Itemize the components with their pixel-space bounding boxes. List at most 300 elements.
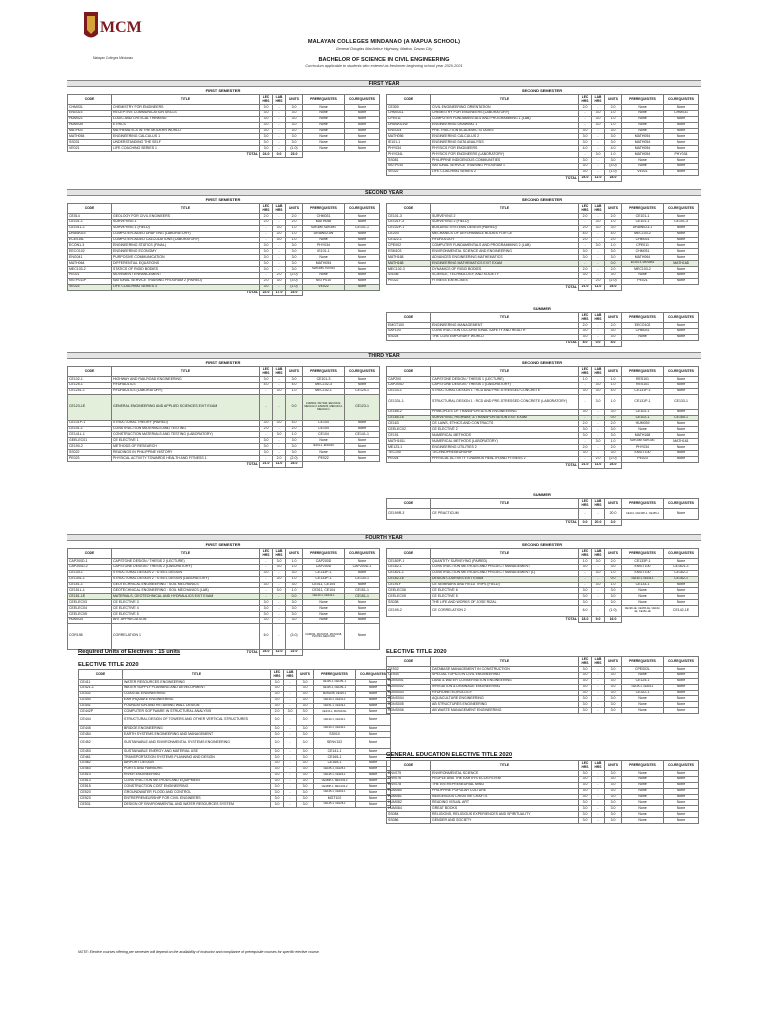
units: 0.0 bbox=[286, 394, 303, 420]
semester-label: SECOND SEMESTER bbox=[521, 542, 563, 547]
lec-hours: 3.0 bbox=[579, 684, 592, 690]
course-code: CE191 bbox=[387, 433, 431, 439]
units: 3.0 bbox=[286, 617, 303, 623]
total-lec: 0.0 bbox=[579, 520, 592, 526]
lab-hours: - bbox=[592, 328, 605, 334]
course-title: QUANTITY SURVEYING (PAIRED) bbox=[431, 559, 579, 565]
course-code: CE510 bbox=[79, 772, 123, 778]
course-code: CE151-1 bbox=[68, 582, 112, 588]
lec-hours: 3.0 bbox=[271, 796, 284, 802]
lec-hours: 6.0 bbox=[579, 606, 592, 617]
corequisites: None bbox=[664, 116, 699, 122]
corequisites: None bbox=[664, 334, 699, 340]
units: 1.0 bbox=[286, 576, 303, 582]
units: 1.0 bbox=[605, 110, 622, 116]
lab-hours: - bbox=[592, 600, 605, 606]
units: 3.0 bbox=[605, 328, 622, 334]
lab-hours: - bbox=[592, 272, 605, 278]
corequisites: None bbox=[356, 732, 391, 738]
corequisites: None bbox=[664, 800, 699, 806]
lec-hours: 2.0 bbox=[579, 323, 592, 329]
total-units: 8.0 bbox=[605, 340, 622, 346]
total-label: TOTAL bbox=[565, 616, 577, 621]
units: 3.0 bbox=[297, 738, 314, 749]
lab-hours: - bbox=[592, 255, 605, 261]
units: 2.0 bbox=[605, 323, 622, 329]
corequisites: None bbox=[664, 421, 699, 427]
prerequisites: None bbox=[303, 122, 345, 128]
total-label: TOTAL bbox=[565, 462, 577, 467]
column-header: LEC HRS bbox=[579, 761, 592, 771]
units: 3.0 bbox=[605, 794, 622, 800]
corequisites: CHM031 bbox=[664, 110, 699, 116]
prerequisites: None bbox=[622, 116, 664, 122]
prerequisites: MATH056, PHY034 bbox=[303, 267, 345, 273]
lec-hours: - bbox=[260, 594, 273, 600]
lec-hours: 2.0 bbox=[579, 225, 592, 231]
corequisites: None bbox=[664, 559, 699, 565]
lec-hours: - bbox=[579, 219, 592, 225]
units: 3.0 bbox=[286, 600, 303, 606]
prerequisites: CE123-1, CE141-1 bbox=[303, 594, 345, 600]
prerequisites: None bbox=[622, 105, 664, 111]
course-title: HYDROLOGY bbox=[431, 237, 579, 243]
column-header: LAB HRS bbox=[592, 761, 605, 771]
prerequisites: CE125-1, CE125L-1 bbox=[314, 685, 356, 691]
prerequisites: CPE011 bbox=[622, 243, 664, 249]
course-code: RDNS006 bbox=[387, 708, 431, 714]
prerequisites: CE199-1E, CE165-1E, CE162-1E, CE151-1E bbox=[622, 606, 664, 617]
prerequisites: VE022 bbox=[303, 284, 345, 290]
course-code: SS036 bbox=[387, 272, 431, 278]
lab-hours: - bbox=[284, 691, 297, 697]
course-title: STRUCTURAL DESIGN 1 : RCD AND PRE-STRESSED CONCRETE (LABORATORY) bbox=[431, 394, 579, 409]
lec-hours: 3.0 bbox=[260, 105, 273, 111]
course-title: LIFE COACHING SERIES 2 bbox=[431, 169, 579, 175]
course-code: CE101L-1 bbox=[68, 225, 112, 231]
course-title: SUSTAINABLE AND ENVIRONMENTAL SYSTEMS ENGINEERING bbox=[123, 738, 271, 749]
course-code: CAP200 bbox=[387, 377, 431, 383]
column-header: LAB HRS bbox=[592, 367, 605, 377]
course-title: SURVEYING 1 bbox=[112, 219, 260, 225]
lab-hours: - bbox=[284, 755, 297, 761]
lab-hours: 3.0 bbox=[273, 237, 286, 243]
column-header: LAB HRS bbox=[273, 549, 286, 559]
corequisites: None bbox=[664, 450, 699, 456]
lab-hours: 3.0 bbox=[592, 122, 605, 128]
lec-hours: 2.0 bbox=[260, 219, 273, 225]
lab-hours: - bbox=[273, 146, 286, 152]
units: 1.0 bbox=[286, 225, 303, 231]
lec-hours: 3.0 bbox=[271, 680, 284, 686]
prerequisites: CPE002L bbox=[622, 667, 664, 673]
column-header: LAB HRS bbox=[273, 204, 286, 214]
lec-hours: 2.0 bbox=[579, 105, 592, 111]
lec-hours: 3.0 bbox=[579, 328, 592, 334]
corequisites: MATH168 bbox=[664, 261, 699, 267]
course-code: MATH161L bbox=[387, 439, 431, 445]
lab-hours: - bbox=[273, 110, 286, 116]
lec-hours: 3.0 bbox=[260, 261, 273, 267]
lab-hours: - bbox=[284, 760, 297, 766]
lec-hours: 3.0 bbox=[260, 420, 273, 426]
units: 20.0 bbox=[605, 509, 622, 520]
prerequisites: CE133P-1 bbox=[622, 559, 664, 565]
lab-hours: - bbox=[284, 685, 297, 691]
column-header: CODE bbox=[68, 95, 112, 105]
course-code: CE531 bbox=[79, 802, 123, 808]
course-row bbox=[79, 715, 391, 726]
units: 1.0 bbox=[605, 439, 622, 445]
lec-hours: 3.0 bbox=[579, 776, 592, 782]
course-title: SURVEYING 2 bbox=[431, 214, 579, 220]
lab-hours: 3.0 bbox=[592, 225, 605, 231]
course-title: CIVIL ENGINEERING ORIENTATION bbox=[431, 105, 579, 111]
units: 3.0 bbox=[286, 261, 303, 267]
lec-hours: - bbox=[579, 415, 592, 421]
lec-hours: - bbox=[579, 278, 592, 284]
lec-hours: - bbox=[579, 509, 592, 520]
total-label: TOTAL bbox=[565, 340, 577, 345]
course-title: COASTAL ENGINEERING bbox=[123, 691, 271, 697]
units: 3.0 bbox=[286, 122, 303, 128]
course-title: ENGINEERING MATHEMATICS EXIT EXAM bbox=[431, 261, 579, 267]
lec-hours: 3.0 bbox=[260, 140, 273, 146]
lab-hours: - bbox=[273, 105, 286, 111]
course-code: CE515 bbox=[79, 784, 123, 790]
total-row bbox=[387, 175, 699, 181]
course-code: MATH054 bbox=[68, 134, 112, 140]
lab-hours: - bbox=[273, 594, 286, 600]
lab-hours: - bbox=[592, 128, 605, 134]
course-table bbox=[386, 366, 699, 469]
prerequisites: None bbox=[303, 116, 345, 122]
lec-hours: 2.0 bbox=[579, 421, 592, 427]
corequisites: None bbox=[345, 219, 380, 225]
elective-title-heading: ELECTIVE TITLE 2020 bbox=[78, 662, 139, 668]
column-header: CO-REQUISITES bbox=[664, 549, 699, 559]
lab-hours: - bbox=[592, 261, 605, 267]
lec-hours: 3.0 bbox=[271, 760, 284, 766]
units: 3.0 bbox=[605, 667, 622, 673]
units: 3.0 bbox=[605, 702, 622, 708]
total-lec: 22.0 bbox=[260, 290, 273, 296]
column-header: CO-REQUISITES bbox=[664, 657, 699, 667]
table-header-row bbox=[387, 313, 699, 323]
corequisites: CE151-1 bbox=[345, 588, 380, 594]
units: 3.0 bbox=[297, 726, 314, 732]
units: 1.0 bbox=[286, 432, 303, 438]
course-code: MATH056 bbox=[387, 134, 431, 140]
table-header-row bbox=[68, 204, 380, 214]
course-code: CE452 bbox=[79, 738, 123, 749]
course-title: PHYSICAL ACTIVITY TOWARDS HEALTH AND FITNESS 2 bbox=[431, 456, 579, 462]
prerequisites: CE104 bbox=[303, 426, 345, 432]
units: 2.0 bbox=[286, 426, 303, 432]
lab-hours: - bbox=[284, 715, 297, 726]
units: 3.0 bbox=[297, 778, 314, 784]
lec-hours: 2.0 bbox=[579, 445, 592, 451]
corequisites: None bbox=[345, 426, 380, 432]
corequisites: None bbox=[664, 214, 699, 220]
prerequisites: EMGT100 bbox=[622, 450, 664, 456]
lec-hours: 3.0 bbox=[579, 249, 592, 255]
corequisites: None bbox=[345, 278, 380, 284]
course-code: SAF103 bbox=[387, 328, 431, 334]
lab-hours: - bbox=[592, 509, 605, 520]
column-header: PREREQUISITES bbox=[622, 657, 664, 667]
course-code: EECO102 bbox=[68, 249, 112, 255]
course-title: ETHICS bbox=[112, 122, 260, 128]
course-code: CAP200D bbox=[387, 382, 431, 388]
course-code: PE024 bbox=[387, 456, 431, 462]
course-code: CE190-2 bbox=[68, 444, 112, 450]
units: 1.0 bbox=[605, 582, 622, 588]
elective-title-heading: ELECTIVE TITLE 2020 bbox=[386, 649, 447, 655]
prerequisites: None bbox=[622, 128, 664, 134]
course-title: PEOPLE AND THE EARTH'S ECOSYSTEM bbox=[431, 776, 579, 782]
prerequisites: CE133-1, CE131-1 bbox=[314, 697, 356, 703]
units: 2.0 bbox=[605, 445, 622, 451]
course-code: RDNS005 bbox=[387, 702, 431, 708]
corequisites: None bbox=[345, 582, 380, 588]
lab-hours: - bbox=[273, 219, 286, 225]
units: 1.0 bbox=[286, 231, 303, 237]
corequisites: CE125-1 bbox=[345, 388, 380, 394]
course-code: CE165-2 bbox=[387, 409, 431, 415]
prerequisites: MEC102-3 bbox=[303, 382, 345, 388]
course-code: HUM039 bbox=[68, 122, 112, 128]
lab-hours: 3.0 bbox=[592, 382, 605, 388]
units: 3.0 bbox=[605, 272, 622, 278]
lab-hours: 3.0 bbox=[592, 152, 605, 158]
units: (2.0) bbox=[286, 272, 303, 278]
course-title: HYDRAULICS bbox=[112, 382, 260, 388]
corequisites: None bbox=[345, 377, 380, 383]
prerequisites: None bbox=[622, 818, 664, 824]
corequisites: None bbox=[664, 382, 699, 388]
course-title: RELIGIONS, RELIGIOUS EXPERIENCES AND SPIRITUALITY bbox=[431, 812, 579, 818]
summer-label: SUMMER bbox=[533, 492, 551, 497]
units: (2.0) bbox=[286, 456, 303, 462]
course-table bbox=[67, 203, 380, 296]
lec-hours: 3.0 bbox=[271, 691, 284, 697]
column-header: TITLE bbox=[431, 549, 579, 559]
corequisites: PHY034 bbox=[664, 152, 699, 158]
corequisites: None bbox=[345, 267, 380, 273]
prerequisites: None bbox=[303, 128, 345, 134]
course-code: CE141-1 bbox=[68, 426, 112, 432]
course-title: THE ENTREPRENEURIAL MIND bbox=[431, 782, 579, 788]
semester-label: SECOND SEMESTER bbox=[521, 360, 563, 365]
course-title: SUSTAINABLE ENERGY AND MATERIAL USE bbox=[123, 749, 271, 755]
course-code: DRAW023 bbox=[68, 231, 112, 237]
lec-hours: 3.0 bbox=[271, 738, 284, 749]
column-header: CO-REQUISITES bbox=[345, 95, 380, 105]
lec-hours: - bbox=[260, 456, 273, 462]
semester-label: FIRST SEMESTER bbox=[205, 88, 241, 93]
total-row bbox=[387, 340, 699, 346]
lec-hours: - bbox=[579, 243, 592, 249]
course-code: PE023 bbox=[68, 456, 112, 462]
column-header: UNITS bbox=[286, 204, 303, 214]
course-title: CONSTRUCTION MATERIALS AND TESTING (LABORATORY) bbox=[112, 432, 260, 438]
lec-hours: 3.0 bbox=[579, 128, 592, 134]
units: (2.0) bbox=[605, 278, 622, 284]
lab-hours: - bbox=[273, 612, 286, 618]
column-header: LEC HRS bbox=[579, 367, 592, 377]
lec-hours: - bbox=[579, 116, 592, 122]
lab-hours: - bbox=[592, 249, 605, 255]
prerequisites: CE180P-1, MEC103-2 bbox=[314, 784, 356, 790]
prerequisites: None bbox=[622, 122, 664, 128]
course-code: ENG024 bbox=[387, 128, 431, 134]
lab-hours: - bbox=[592, 678, 605, 684]
course-code: NSTP010 bbox=[387, 163, 431, 169]
prerequisites: CE133-1, CE134-1 bbox=[622, 576, 664, 582]
corequisites: None bbox=[664, 776, 699, 782]
course-code: IE101-1 bbox=[387, 140, 431, 146]
column-header: CO-REQUISITES bbox=[664, 313, 699, 323]
corequisites: None bbox=[345, 617, 380, 623]
corequisites: None bbox=[356, 703, 391, 709]
course-title: BUILDING SYSTEMS DESIGN (PAIRED) bbox=[431, 225, 579, 231]
units: 2.0 bbox=[605, 559, 622, 565]
course-row bbox=[387, 394, 699, 409]
lec-hours: 4.0 bbox=[579, 146, 592, 152]
lab-hours: 3.0 bbox=[592, 582, 605, 588]
corequisites: None bbox=[664, 678, 699, 684]
course-table bbox=[67, 94, 380, 158]
corequisites: None bbox=[345, 243, 380, 249]
lec-hours: 3.0 bbox=[579, 594, 592, 600]
course-code: HUM081 bbox=[387, 794, 431, 800]
units: 4.0 bbox=[605, 388, 622, 394]
prerequisites: MATH168 bbox=[622, 433, 664, 439]
lab-hours: - bbox=[273, 261, 286, 267]
corequisites: None bbox=[664, 690, 699, 696]
lab-hours: 3.0 bbox=[592, 570, 605, 576]
prerequisites: MEC103-2 bbox=[622, 231, 664, 237]
prerequisites: None bbox=[622, 771, 664, 777]
course-title: THE LIFE AND WORKS OF JOSE RIZAL bbox=[431, 600, 579, 606]
course-title: ENTREPRENEURSHIP FOR CIVIL ENGINEERS bbox=[123, 796, 271, 802]
lec-hours: 3.0 bbox=[271, 685, 284, 691]
corequisites: None bbox=[664, 388, 699, 394]
prerequisites: CE133P-1 bbox=[303, 570, 345, 576]
units: 3.0 bbox=[286, 249, 303, 255]
prerequisites: CE141-1 bbox=[314, 749, 356, 755]
total-lab: 0.0 bbox=[592, 340, 605, 346]
units: 3.0 bbox=[297, 772, 314, 778]
lec-hours: 3.0 bbox=[579, 334, 592, 340]
lec-hours: 4.0 bbox=[579, 231, 592, 237]
total-row bbox=[68, 290, 380, 296]
course-title: EARTHQUAKE ENGINEERING bbox=[123, 697, 271, 703]
lab-hours: - bbox=[592, 427, 605, 433]
units: 3.0 bbox=[286, 444, 303, 450]
lec-hours: - bbox=[260, 559, 273, 565]
lab-hours: - bbox=[273, 128, 286, 134]
prerequisites: MATH054 bbox=[622, 152, 664, 158]
lec-hours: 3.0 bbox=[579, 818, 592, 824]
lec-hours: 3.0 bbox=[271, 784, 284, 790]
units: 0.0 bbox=[605, 415, 622, 421]
prerequisites: CE131-1, MATH161L bbox=[314, 709, 356, 715]
lec-hours: 3.0 bbox=[579, 134, 592, 140]
column-header: CODE bbox=[68, 367, 112, 377]
course-title: NATIONAL SERVICE TRAINING PROGRAM 1 bbox=[431, 163, 579, 169]
prerequisites: None bbox=[303, 140, 345, 146]
lab-hours: 3.0 bbox=[273, 420, 286, 426]
lab-hours: - bbox=[592, 818, 605, 824]
corequisites: None bbox=[345, 128, 380, 134]
total-lec: 8.0 bbox=[579, 340, 592, 346]
course-code: CE463 bbox=[79, 766, 123, 772]
corequisites: CE141-1 bbox=[345, 432, 380, 438]
corequisites: None bbox=[664, 696, 699, 702]
corequisites: None bbox=[664, 323, 699, 329]
total-units: 3.0 bbox=[605, 520, 622, 526]
lab-hours: - bbox=[273, 426, 286, 432]
units: 3.0 bbox=[605, 690, 622, 696]
corequisites: None bbox=[356, 709, 391, 715]
course-code: CE165-1E bbox=[387, 415, 431, 421]
total-row bbox=[387, 617, 699, 623]
corequisites: None bbox=[664, 433, 699, 439]
course-title: CE ELECTIVE 4 bbox=[112, 606, 260, 612]
corequisites: None bbox=[345, 105, 380, 111]
prerequisites: EC101-3, MATH064 bbox=[622, 261, 664, 267]
course-title: NATIONAL SERVICE TRAINING PROGRAM 2 (PAIRED) bbox=[112, 278, 260, 284]
corequisites: None bbox=[664, 509, 699, 520]
units: (3.0) bbox=[605, 163, 622, 169]
lab-hours: - bbox=[284, 697, 297, 703]
corequisites: None bbox=[356, 691, 391, 697]
total-units: 24.0 bbox=[605, 175, 622, 181]
prerequisites: None bbox=[303, 105, 345, 111]
units: 3.0 bbox=[605, 588, 622, 594]
corequisites: None bbox=[664, 806, 699, 812]
units: 3.0 bbox=[297, 790, 314, 796]
prerequisites: None bbox=[303, 146, 345, 152]
course-title: ENGINEERING STATICS (FINAL) bbox=[112, 243, 260, 249]
semester-label: FIRST SEMESTER bbox=[205, 360, 241, 365]
column-header: LAB HRS bbox=[592, 313, 605, 323]
lab-hours: - bbox=[284, 680, 297, 686]
column-header: CO-REQUISITES bbox=[345, 549, 380, 559]
column-header: TITLE bbox=[112, 367, 260, 377]
course-code: NSTP011P bbox=[68, 278, 112, 284]
lec-hours: 3.0 bbox=[260, 110, 273, 116]
corequisites: None bbox=[664, 122, 699, 128]
course-code: RDNS003 bbox=[387, 690, 431, 696]
lab-hours: - bbox=[273, 377, 286, 383]
course-title: GEOTECHNICAL ENGINEERING : SOIL MECHANICS (LAB) bbox=[112, 588, 260, 594]
lab-hours: 3.0 bbox=[592, 439, 605, 445]
course-code: CHM031L bbox=[387, 110, 431, 116]
total-lec: 18.0 bbox=[579, 617, 592, 623]
column-header: LAB HRS bbox=[592, 549, 605, 559]
course-row bbox=[387, 606, 699, 617]
lec-hours: 3.0 bbox=[579, 702, 592, 708]
lab-hours: - bbox=[284, 772, 297, 778]
column-header: UNITS bbox=[286, 367, 303, 377]
lab-hours: - bbox=[592, 588, 605, 594]
units: 3.0 bbox=[297, 784, 314, 790]
units: 3.0 bbox=[605, 249, 622, 255]
total-units: 22.0 bbox=[286, 649, 303, 655]
